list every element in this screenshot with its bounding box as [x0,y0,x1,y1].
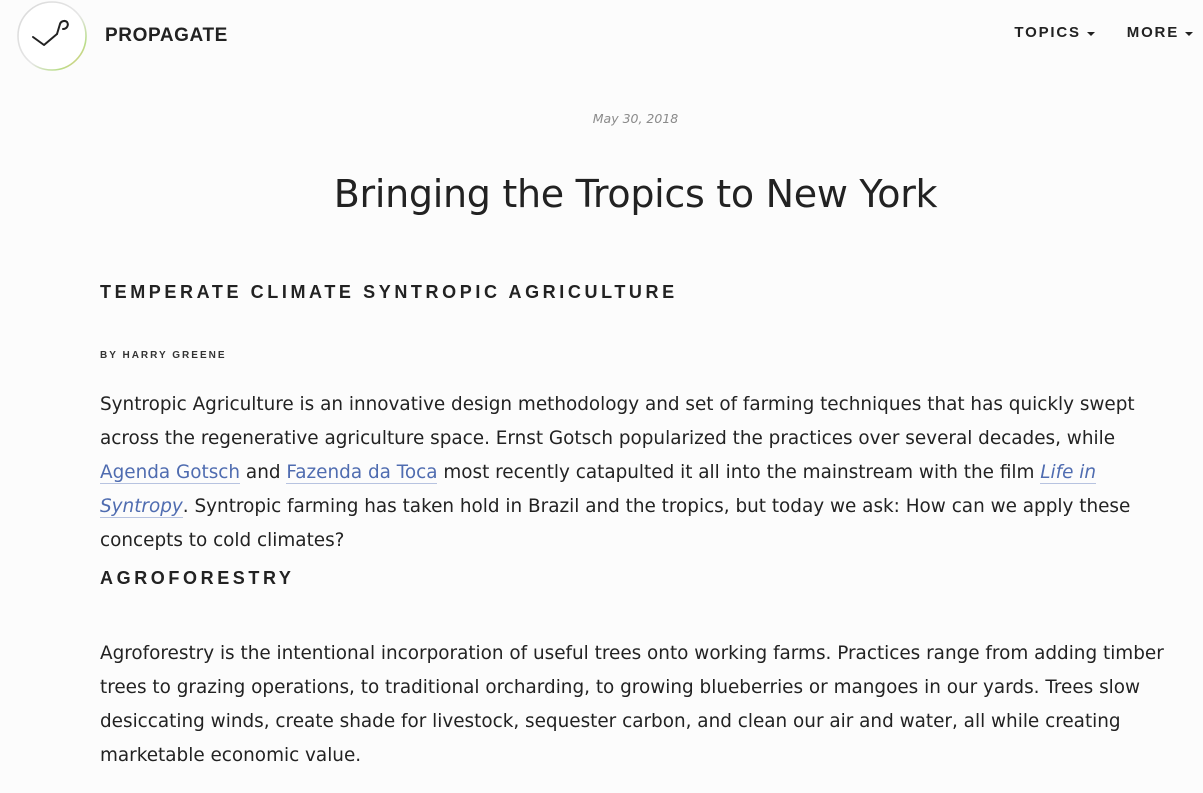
intro-text-1: Syntropic Agriculture is an innovative design methodology and set of farming techniques that has quickly swept across the regenerative agriculture space. Ernst Gotsch popularized the practices over several decades, while [100,394,1135,449]
article-byline: BY HARRY GREENE [100,350,227,361]
intro-text-2: and [240,462,287,483]
brand-name[interactable]: PROPAGATE [105,25,228,46]
nav-more-dropdown[interactable] [1127,24,1193,41]
article-date: May 30, 2018 [592,111,679,126]
agroforestry-paragraph: Agroforestry is the intentional incorporation of useful trees onto working farms. Practices range from adding timber trees to grazing operations, to traditional orcharding, to growing blueberries or mangoes in our yards. Trees slow desiccating winds, create shade for livestock, sequester carbon, and clean our air and water, all while creating marketable economic value. [100,643,1164,766]
intro-text-4: . Syntropic farming has taken hold in Brazil and the tropics, but today we ask: How can we apply these concepts to cold climates? [100,496,1131,551]
main-nav [1014,24,1193,41]
nav-more-label[interactable]: MORE [1126,24,1179,41]
agroforestry-heading: AGROFORESTRY [100,568,295,588]
home-logo-link[interactable] [16,0,228,72]
article-subtitle: TEMPERATE CLIMATE SYNTROPIC AGRICULTURE [100,282,678,302]
chevron-down-icon[interactable] [1185,32,1193,36]
agenda-gotsch-link[interactable]: Agenda Gotsch [100,462,241,483]
chevron-down-icon[interactable] [1087,32,1095,36]
life-in-syntropy-link[interactable]: Life in Syntropy [100,462,1097,517]
intro-text-3: most recently catapulted it all into the mainstream with the film [437,462,1041,483]
nav-topics-label[interactable]: TOPICS [1014,24,1081,41]
intro-paragraph [100,388,1175,558]
fazenda-da-toca-link[interactable]: Fazenda da Toca [286,462,438,483]
nav-topics-dropdown[interactable] [1014,24,1094,41]
article-title: Bringing the Tropics to New York [333,172,938,216]
propagate-logo-icon [16,0,88,72]
site-header [0,0,1203,72]
